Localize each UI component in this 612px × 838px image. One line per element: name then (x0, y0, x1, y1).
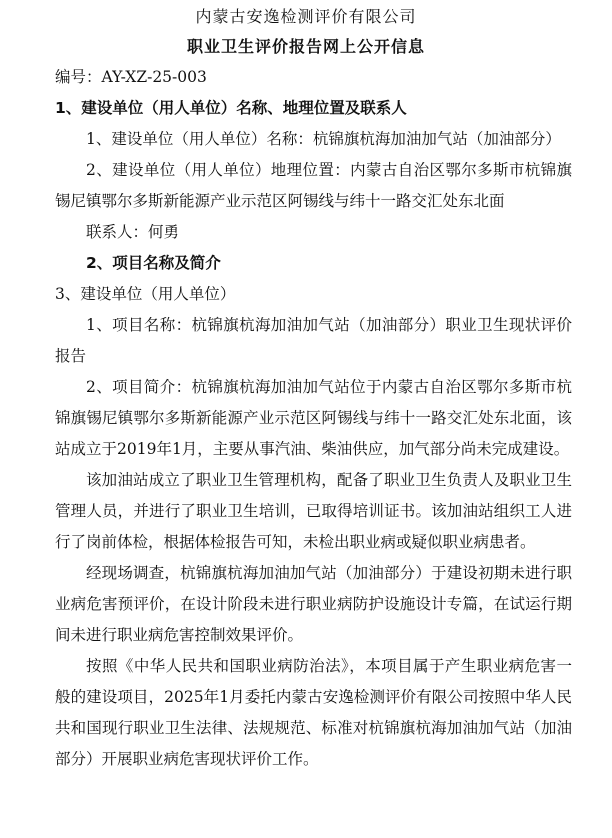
serial-number: 编号：AY-XZ-25-003 (55, 68, 207, 86)
survey-paragraph: 经现场调查，杭锦旗杭海加油加气站（加油部分）于建设初期未进行职业病危害预评价，在设计阶段未进行职业病防护设施设计专篇，在试运行期间未进行职业病危害控制效果评价。 (55, 564, 572, 644)
contact-person: 联系人：何勇 (86, 223, 180, 241)
section-2-heading: 2、项目名称及简介 (86, 254, 221, 272)
management-paragraph: 该加油站成立了职业卫生管理机构，配备了职业卫生负责人及职业卫生管理人员，并进行了职业卫生培训，已取得培训证书。该加油站组织工人进行了岗前体检，根据体检报告可知，未检出职业病或疑似职业病患者。 (55, 471, 572, 551)
document-body (55, 62, 572, 775)
unit-name: 1、建设单位（用人单位）名称：杭锦旗杭海加油加气站（加油部分） (86, 130, 561, 148)
unit-location: 2、建设单位（用人单位）地理位置：内蒙古自治区鄂尔多斯市杭锦旗锡尼镇鄂尔多斯新能源产业示范区阿锡线与纬十一路交汇处东北面 (55, 161, 572, 210)
project-intro: 2、项目简介：杭锦旗杭海加油加气站位于内蒙古自治区鄂尔多斯市杭锦旗锡尼镇鄂尔多斯新能源产业示范区阿锡线与纬十一路交汇处东北面，该站成立于2019年1月，主要从事汽油、柴油供应，加气部分尚未完成建设。 (55, 378, 572, 458)
section-3-subheading: 3、建设单位（用人单位） (55, 285, 236, 303)
document-title: 职业卫生评价报告网上公开信息 (186, 37, 425, 56)
company-name: 内蒙古安逸检测评价有限公司 (195, 7, 417, 26)
project-name: 1、项目名称：杭锦旗杭海加油加气站（加油部分）职业卫生现状评价报告 (55, 316, 572, 365)
section-1-heading: 1、建设单位（用人单位）名称、地理位置及联系人 (55, 99, 407, 117)
law-paragraph: 按照《中华人民共和国职业病防治法》，本项目属于产生职业病危害一般的建设项目，2025年1月委托内蒙古安逸检测评价有限公司按照中华人民共和国现行职业卫生法律、法规规范、标准对杭锦旗杭海加油加气站（加油部分）开展职业病危害现状评价工作。 (55, 657, 572, 768)
